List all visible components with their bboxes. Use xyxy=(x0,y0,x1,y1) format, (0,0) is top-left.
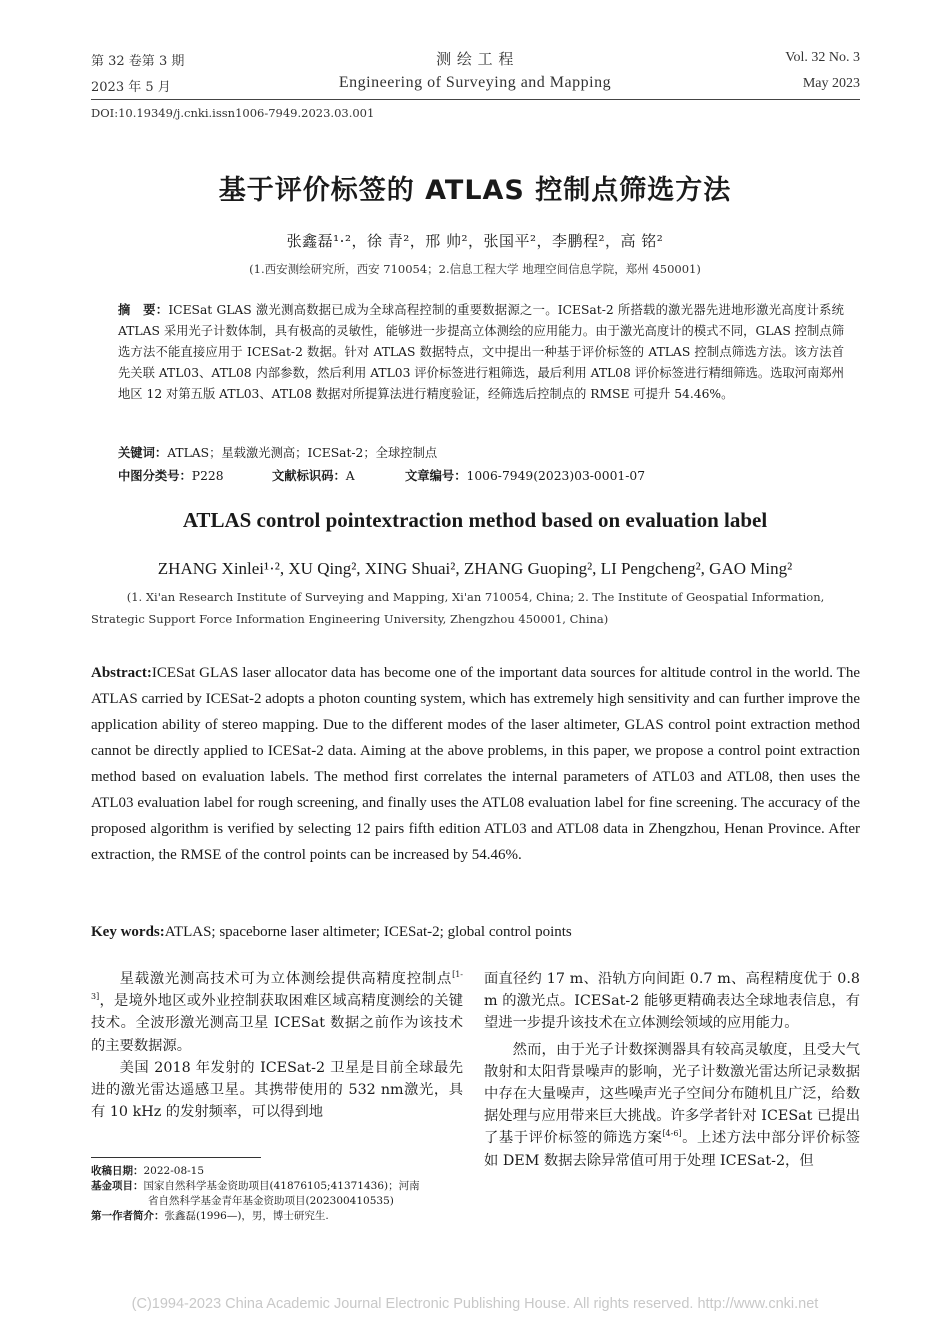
date-cn: 2023 年 5 月 xyxy=(91,80,171,95)
citation[interactable]: [4-6] xyxy=(662,1129,682,1139)
keywords-en-text: ATLAS; spaceborne laser altimeter; ICESat-2; global control points xyxy=(164,924,572,940)
affiliation-en-line-1: (1. Xi'an Research Institute of Surveying and Mapping, Xi'an 710054, China; 2. The Institute of Geospatial Information, xyxy=(126,590,825,604)
body-paragraph: 面直径约 17 m、沿轨方向间距 0.7 m、高程精度优于 0.8 m 的激光点。ICESat-2 能够更精确表达全球地表信息，有望进一步提升该技术在立体测绘领域的应用能力。 xyxy=(484,971,860,1032)
abstract-en-label: Abstract: xyxy=(91,665,152,681)
author-label: 第一作者简介： xyxy=(91,1210,165,1222)
body-paragraph xyxy=(484,1039,860,1172)
authors-en: ZHANG Xinlei¹·², XU Qing², XING Shuai², ZHANG Guoping², LI Pengcheng², GAO Ming² xyxy=(157,559,793,578)
body-paragraph xyxy=(91,968,463,1057)
keywords-cn xyxy=(118,443,437,461)
keywords-cn-label: 关键词： xyxy=(118,446,168,460)
author-value: 张鑫磊(1996—)，男，博士研究生. xyxy=(164,1210,329,1222)
keywords-en xyxy=(91,919,860,945)
volume-issue-en: Vol. 32 No. 3 xyxy=(785,50,860,65)
doc-code-value: A xyxy=(345,469,355,483)
received-value: 2022-08-15 xyxy=(143,1165,205,1177)
fund-info xyxy=(91,1179,463,1194)
body-right-column xyxy=(484,968,860,1172)
body-text: 星载激光测高技术可为立体测绘提供高精度控制点 xyxy=(119,971,453,987)
abstract-en-text: ICESat GLAS laser allocator data has become one of the important data sources for altitude control in the world. The ATLAS carried by ICESat-2 adopts a photon counting system, which has extremely high sensitivity and can further improve the application ability of stereo mapping. Due to the different modes of the laser altimeter, GLAS control point extraction method cannot be directly applied to ICESat-2 data. Aiming at the above problems, in this paper, we propose a control point extraction method based on evaluation labels. The method first correlates the internal parameters of ATL03 and ATL08, then uses the ATL03 evaluation label for rough screening, and finally uses the ATL08 evaluation label for fine screening. The accuracy of the proposed algorithm is verified by selecting 12 pairs fifth edition ATL03 and ATL08 data in Zhengzhou, Henan Province. After extraction, the RMSE of the control points can be increased by 54.46%. xyxy=(91,665,860,863)
doc-code xyxy=(272,466,355,484)
copyright-watermark: (C)1994-2023 China Academic Journal Electronic Publishing House. All rights reserved. http://www.cnki.net xyxy=(131,1296,819,1312)
article-number-label: 文章编号： xyxy=(405,469,467,483)
fund-info-cont: 省自然科学基金青年基金资助项目(202300410535) xyxy=(148,1195,394,1207)
abstract-cn-text: ICESat GLAS 激光测高数据已成为全球高程控制的重要数据源之一。ICESat-2 所搭载的激光器先进地形激光高度计系统 ATLAS 采用光子计数体制，具有极高的灵敏性，能够进一步提高立体测绘的应用能力。由于激光高度计的模式不同，GLAS 控制点筛选方法不能直接应用于 ICESat-2 数据。针对 ATLAS 数据特点，文中提出一种基于评价标签的 ATLAS 控制点筛选方法。该方法首先关联 ATL03、ATL08 内部参数，然后利用 ATL03 评价标签进行粗筛选，最后利用 ATL08 评价标签进行精细筛选。选取河南郑州地区 12 对第五版 ATL03、ATL08 数据对所提算法进行精度验证，经筛选后控制点的 RMSE 可提升 54.46%。 xyxy=(118,303,844,401)
journal-name-en: Engineering of Surveying and Mapping xyxy=(338,74,612,91)
fund-label: 基金项目： xyxy=(91,1180,144,1192)
citation[interactable]: [1-3] xyxy=(91,970,463,1002)
abstract-en xyxy=(91,660,860,868)
article-number-value: 1006-7949(2023)03-0001-07 xyxy=(466,469,646,483)
affiliation-cn: (1.西安测绘研究所，西安 710054；2.信息工程大学 地理空间信息学院，郑州 450001) xyxy=(249,262,701,276)
received-date xyxy=(91,1164,463,1179)
date-en: May 2023 xyxy=(802,76,860,91)
keywords-cn-text: ATLAS；星载激光测高；ICESat-2；全球控制点 xyxy=(167,446,438,460)
doc-code-label: 文献标识码： xyxy=(272,469,346,483)
clc-number xyxy=(118,466,224,484)
doi: DOI:10.19349/j.cnki.issn1006-7949.2023.03.001 xyxy=(91,106,375,120)
journal-name-cn: 测 绘 工 程 xyxy=(436,50,514,68)
body-paragraph: 美国 2018 年发射的 ICESat-2 卫星是目前全球最先进的激光雷达遥感卫星。其携带使用的 532 nm激光，具有 10 kHz 的发射频率，可以得到地 xyxy=(91,1059,463,1121)
abstract-cn xyxy=(118,300,844,405)
authors-cn: 张鑫磊¹·²，徐 青²，邢 帅²，张国平²，李鹏程²，高 铭² xyxy=(286,232,664,250)
clc-value: P228 xyxy=(191,469,224,483)
abstract-cn-label: 摘 要： xyxy=(118,303,169,317)
body-text: 然而，由于光子计数探测器具有较高灵敏度，且受大气散射和太阳背景噪声的影响，光子计数激光雷达所记录数据中存在大量噪声，这些噪声光子空间分布随机且广泛，给数据处理与应用带来巨大挑战。许多学者针对 ICESat 已提出了基于评价标签的筛选方案 xyxy=(484,1041,860,1147)
affiliation-en-line-2: Strategic Support Force Information Engineering University, Zhengzhou 450001, China) xyxy=(91,612,609,626)
article-number xyxy=(405,466,645,484)
footnote-rule xyxy=(91,1157,261,1158)
footnote xyxy=(91,1164,463,1224)
keywords-en-label: Key words: xyxy=(91,924,165,940)
header-rule xyxy=(91,99,860,100)
fund-value: 国家自然科学基金资助项目(41876105;41371436)；河南 xyxy=(143,1180,420,1192)
body-text: ，是境外地区或外业控制获取困难区域高精度测绘的关键技术。全波形激光测高卫星 ICESat 数据之前作为该技术的主要数据源。 xyxy=(91,993,463,1054)
body-left-column xyxy=(91,968,463,1123)
received-label: 收稿日期： xyxy=(91,1165,144,1177)
paper-title-en: ATLAS control pointextraction method based on evaluation label xyxy=(182,508,768,532)
clc-label: 中图分类号： xyxy=(118,469,192,483)
first-author-info xyxy=(91,1209,463,1224)
paper-title-cn: 基于评价标签的 ATLAS 控制点筛选方法 xyxy=(218,175,732,206)
body-text: 。上述方法中部分评价标签如 DEM 数据去除异常值可用于处理 ICESat-2，但 xyxy=(484,1130,860,1169)
volume-issue-cn: 第 32 卷第 3 期 xyxy=(91,54,185,69)
